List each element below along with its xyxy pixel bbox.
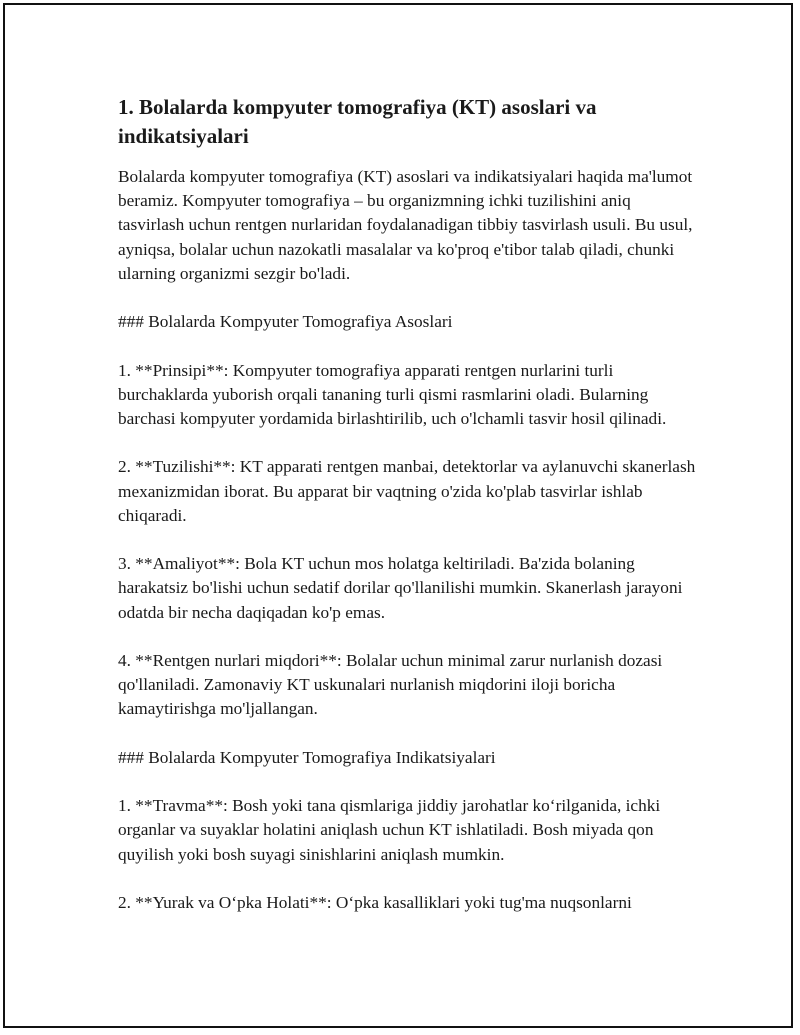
- list-item-principle: 1. **Prinsipi**: Kompyuter tomografiya apparati rentgen nurlarini turli burchaklarda yuborish orqali tananing turli qismi rasmlarini oladi. Bularning barchasi kompyuter yordamida birlashtirilib, uch o'lchamli tasvir hosil qilinadi.: [118, 360, 667, 428]
- list-item-heart-lung: 2. **Yurak va O‘pka Holati**: O‘pka kasalliklari yoki tug'ma nuqsonlarni: [118, 892, 632, 912]
- list-item-structure: 2. **Tuzilishi**: KT apparati rentgen manbai, detektorlar va aylanuvchi skanerlash mexanizmidan iborat. Bu apparat bir vaqtning o'zida ko'plab tasvirlar ishlab chiqaradi.: [118, 457, 696, 525]
- intro-paragraph: Bolalarda kompyuter tomografiya (KT) asoslari va indikatsiyalari haqida ma'lumot beramiz. Kompyuter tomografiya – bu organizmning ichki tuzilishini aniq tasvirlash uchun rentgen nurlaridan foydalanadigan tibbiy tasvirlash usuli. Bu usul, ayniqsa, bolalar uchun nazokatli masalalar va ko'proq e'tibor talab qiladi, chunki ularning organizmi sezgir bo'ladi.: [118, 167, 693, 283]
- section-heading-indications: ### Bolalarda Kompyuter Tomografiya Indikatsiyalari: [118, 747, 496, 767]
- section-heading-basics: ### Bolalarda Kompyuter Tomografiya Asoslari: [118, 312, 453, 332]
- list-item-practice: 3. **Amaliyot**: Bola KT uchun mos holatga keltiriladi. Ba'zida bolaning harakatsiz bo'lishi uchun sedatif dorilar qo'llanilishi mumkin. Skanerlash jarayoni odatda bir necha daqiqadan ko'p emas.: [118, 554, 683, 622]
- list-item-radiation-dose: 4. **Rentgen nurlari miqdori**: Bolalar uchun minimal zarur nurlanish dozasi qo'llaniladi. Zamonaviy KT uskunalari nurlanish miqdorini iloji boricha kamaytirishga mo'ljallangan.: [118, 650, 663, 719]
- document-body: [118, 93, 698, 939]
- document-title: 1. Bolalarda kompyuter tomografiya (KT) asoslari va indikatsiyalari: [118, 95, 597, 148]
- list-item-trauma: 1. **Travma**: Bosh yoki tana qismlariga jiddiy jarohatlar ko‘rilganida, ichki organlar va suyaklar holatini aniqlash uchun KT ishlatiladi. Bosh miyada qon quyilish yoki bosh suyagi sinishlarini aniqlash mumkin.: [118, 796, 661, 864]
